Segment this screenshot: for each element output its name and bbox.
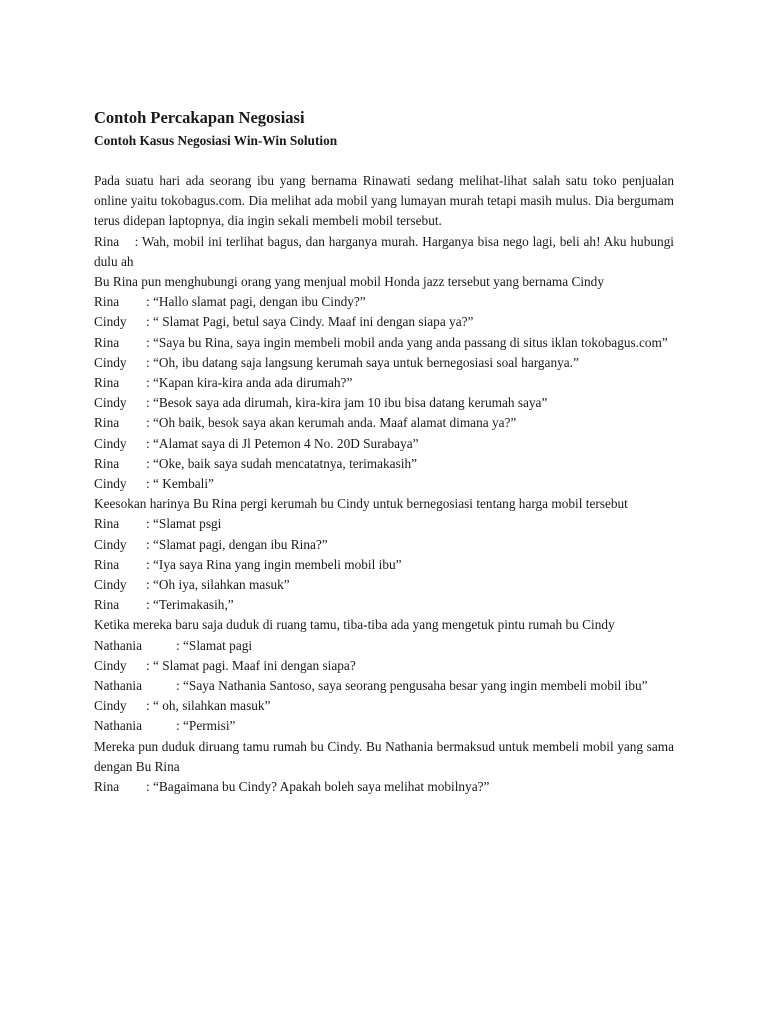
- dialog-phone-call: [94, 292, 674, 494]
- dialog-text: : “Iya saya Rina yang ingin membeli mobil ibu”: [146, 556, 402, 572]
- speaker-name: Rina: [94, 375, 120, 391]
- dialog-text: : “Oh iya, silahkan masuk”: [146, 577, 290, 593]
- speaker-name: Cindy: [94, 476, 127, 492]
- dialog-line: [94, 595, 674, 615]
- speaker-name: Rina: [94, 455, 120, 471]
- speaker-name: Nathania: [94, 678, 142, 694]
- dialog-text: : “ Kembali”: [146, 476, 214, 492]
- dialog-text: : “Kapan kira-kira anda ada dirumah?”: [146, 375, 353, 391]
- dialog-line: [94, 393, 674, 413]
- dialog-line: [94, 373, 674, 393]
- dialog-text: : “Slamat pagi: [176, 637, 253, 653]
- speaker-name: Rina: [94, 597, 120, 613]
- dialog-line: [94, 413, 674, 433]
- speaker-name: Cindy: [94, 354, 127, 370]
- dialog-text: : “Besok saya ada dirumah, kira-kira jam 10 ibu bisa datang kerumah saya”: [146, 395, 548, 411]
- rina-murmur-line: Rina : Wah, mobil ini terlihat bagus, dan harganya murah. Harganya bisa nego lagi, beli ah! Aku hubungi dulu ah: [94, 233, 678, 269]
- document-body: [94, 107, 678, 797]
- dialog-text: : “Hallo slamat pagi, dengan ibu Cindy?”: [146, 294, 366, 310]
- dialog-nathania: [94, 636, 674, 737]
- speaker-name: Rina: [94, 294, 120, 310]
- dialog-text: : “ Slamat Pagi, betul saya Cindy. Maaf ini dengan siapa ya?”: [146, 314, 474, 330]
- dialog-text: : “Alamat saya di Jl Petemon 4 No. 20D Surabaya”: [146, 435, 419, 451]
- speaker-name: Rina: [94, 334, 120, 350]
- dialog-line: [94, 454, 674, 474]
- narration-living-room: Mereka pun duduk diruang tamu rumah bu Cindy. Bu Nathania bermaksud untuk membeli mobil yang sama dengan Bu Rina: [94, 738, 674, 774]
- dialog-line: [94, 716, 674, 736]
- dialog-line: [94, 777, 674, 797]
- document-subtitle: Contoh Kasus Negosiasi Win-Win Solution: [94, 133, 338, 148]
- dialog-line: [94, 434, 674, 454]
- dialog-line: [94, 535, 674, 555]
- dialog-line: [94, 656, 674, 676]
- dialog-line: [94, 353, 674, 373]
- dialog-line: [94, 696, 674, 716]
- narration-next-day: Keesokan harinya Bu Rina pergi kerumah bu Cindy untuk bernegosiasi tentang harga mobil tersebut: [94, 496, 628, 512]
- speaker-name: Cindy: [94, 536, 127, 552]
- dialog-line: [94, 474, 674, 494]
- speaker-name: Nathania: [94, 637, 142, 653]
- speaker-name: Cindy: [94, 395, 127, 411]
- dialog-text: : “Saya Nathania Santoso, saya seorang pengusaha besar yang ingin membeli mobil ibu”: [176, 678, 648, 694]
- dialog-line: [94, 636, 674, 656]
- document-title: Contoh Percakapan Negosiasi: [94, 108, 305, 127]
- dialog-text: : “ oh, silahkan masuk”: [146, 698, 271, 714]
- speaker-name: Cindy: [94, 435, 127, 451]
- dialog-text: : “Oke, baik saya sudah mencatatnya, terimakasih”: [146, 455, 418, 471]
- dialog-line: [94, 312, 674, 332]
- dialog-line: [94, 514, 674, 534]
- intro-paragraph: Pada suatu hari ada seorang ibu yang bernama Rinawati sedang melihat-lihat salah satu toko penjualan online yaitu tokobagus.com. Dia melihat ada mobil yang lumayan murah tetapi masih mulus. Dia bergumam terus didepan laptopnya, dia ingin sekali membeli mobil tersebut.: [94, 173, 674, 229]
- speaker-name: Cindy: [94, 314, 127, 330]
- speaker-name: Rina: [94, 779, 120, 795]
- speaker-name: Cindy: [94, 657, 127, 673]
- dialog-text: : “Permisi”: [176, 718, 236, 734]
- dialog-text: : “Oh, ibu datang saja langsung kerumah saya untuk bernegosiasi soal harganya.”: [146, 354, 579, 370]
- speaker-name: Cindy: [94, 577, 127, 593]
- narration-call: Bu Rina pun menghubungi orang yang menjual mobil Honda jazz tersebut yang bernama Cindy: [94, 274, 604, 290]
- narration-knock: Ketika mereka baru saja duduk di ruang tamu, tiba-tiba ada yang mengetuk pintu rumah bu Cindy: [94, 617, 615, 633]
- speaker-name: Rina: [94, 516, 120, 532]
- dialog-line: [94, 676, 674, 696]
- speaker-name: Rina: [94, 556, 120, 572]
- dialog-text: : “Terimakasih,”: [146, 597, 234, 613]
- speaker-name: Cindy: [94, 698, 127, 714]
- dialog-text: : “Slamat psgi: [146, 516, 222, 532]
- speaker-name: Nathania: [94, 718, 142, 734]
- dialog-text: : “Bagaimana bu Cindy? Apakah boleh saya melihat mobilnya?”: [146, 779, 490, 795]
- dialog-line: [94, 333, 674, 353]
- speaker-name: Rina: [94, 415, 120, 431]
- dialog-text: : “Saya bu Rina, saya ingin membeli mobil anda yang anda passang di situs iklan tokobagus.com”: [146, 334, 668, 350]
- dialog-text: : “Oh baik, besok saya akan kerumah anda. Maaf alamat dimana ya?”: [146, 415, 517, 431]
- dialog-text: : “Slamat pagi, dengan ibu Rina?”: [146, 536, 328, 552]
- dialog-inspection: [94, 777, 674, 797]
- dialog-text: : “ Slamat pagi. Maaf ini dengan siapa?: [146, 657, 356, 673]
- dialog-line: [94, 555, 674, 575]
- dialog-arrival: [94, 514, 674, 615]
- dialog-line: [94, 292, 674, 312]
- dialog-line: [94, 575, 674, 595]
